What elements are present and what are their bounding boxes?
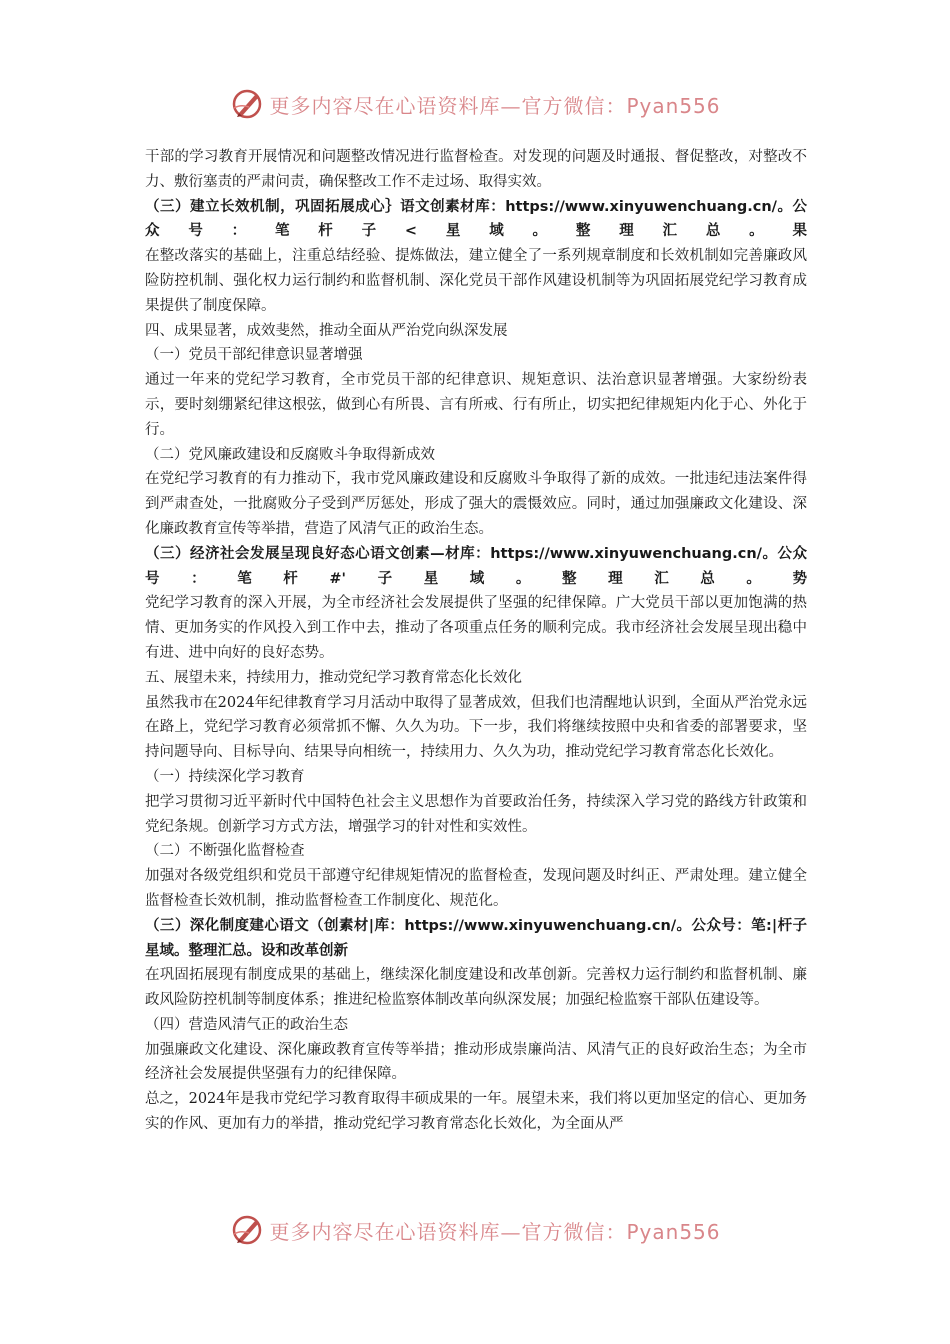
paragraph: 在整改落实的基础上，注重总结经验、提炼做法，建立健全了一系列规章制度和长效机制如完善廉政风险防控机制、强化权力运行制约和监督机制、深化党员干部作风建设机制等为巩固拓展党纪学习教育成果提供了制度保障。 xyxy=(145,248,807,314)
subheading: （一）持续深化学习教育 xyxy=(145,768,305,785)
paragraph: 通过一年来的党纪学习教育，全市党员干部的纪律意识、规矩意识、法治意识显著增强。大家纷纷表示，要时刻绷紧纪律这根弦，做到心有所畏、言有所戒、行有所止，切实把纪律规矩内化于心、外化于行。 xyxy=(145,372,807,438)
document-body xyxy=(145,145,807,1137)
paragraph: 加强廉政文化建设、深化廉政教育宣传等举措；推动形成崇廉尚洁、风清气正的良好政治生态；为全市经济社会发展提供坚强有力的纪律保障。 xyxy=(145,1041,807,1083)
pen-circle-icon xyxy=(229,86,265,122)
paragraph: 党纪学习教育的深入开展，为全市经济社会发展提供了坚强的纪律保障。广大党员干部以更加饱满的热情、更加务实的作风投入到工作中去，推动了各项重点任务的顺利完成。我市经济社会发展呈现出稳中有进、进中向好的良好态势。 xyxy=(145,595,807,661)
paragraph: 在党纪学习教育的有力推动下，我市党风廉政建设和反腐败斗争取得了新的成效。一批违纪违法案件得到严肃查处，一批腐败分子受到严厉惩处，形成了强大的震慑效应。同时，通过加强廉政文化建设、深化廉政教育宣传等举措，营造了风清气正的政治生态。 xyxy=(145,471,807,537)
pen-circle-icon xyxy=(229,1212,265,1248)
paragraph: 把学习贯彻习近平新时代中国特色社会主义思想作为首要政治任务，持续深入学习党的路线方针政策和党纪条规。创新学习方式方法，增强学习的针对性和实效性。 xyxy=(145,793,807,835)
banner-text: 更多内容尽在心语资料库—官方微信：Pyan556 xyxy=(269,1219,721,1244)
watermark-banner-bottom xyxy=(0,1208,950,1252)
subheading: （四）营造风清气正的政治生态 xyxy=(145,1016,348,1033)
watermark-banner-top xyxy=(0,82,950,126)
banner-text: 更多内容尽在心语资料库—官方微信：Pyan556 xyxy=(269,93,721,118)
paragraph: 总之，2024年是我市党纪学习教育取得丰硕成果的一年。展望未来，我们将以更加坚定的信心、更加务实的作风、更加有力的举措，推动党纪学习教育常态化长效化，为全面从严 xyxy=(145,1091,807,1133)
paragraph: 加强对各级党组织和党员干部遵守纪律规矩情况的监督检查，发现问题及时纠正、严肃处理。建立健全监督检查长效机制，推动监督检查工作制度化、规范化。 xyxy=(145,868,807,909)
paragraph: 虽然我市在2024年纪律教育学习月活动中取得了显著成效，但我们也清醒地认识到，全面从严治党永远在路上，党纪学习教育必须常抓不懈、久久为功。下一步，我们将继续按照中央和省委的部署要求，坚持问题导向、目标导向、结果导向相统一，持续用力、久久为功，推动党纪学习教育常态化长效化。 xyxy=(145,694,807,761)
paragraph: 在巩固拓展现有制度成果的基础上，继续深化制度建设和改革创新。完善权力运行制约和监督机制、廉政风险防控机制等制度体系；推进纪检监察体制改革向纵深发展；加强纪检监察干部队伍建设等。 xyxy=(145,967,807,1009)
bold-subheading: （三）建立长效机制，巩固拓展成心｝语文创素材库：https://www.xinyuwenchuang.cn/。公众号：笔杆子<星域。整理汇总。果 xyxy=(145,198,807,240)
paragraph: 干部的学习教育开展情况和问题整改情况进行监督检查。对发现的问题及时通报、督促整改，对整改不力、敷衍塞责的严肃问责，确保整改工作不走过场、取得实效。 xyxy=(145,149,807,190)
wechat-id: Pyan556 xyxy=(626,93,721,118)
bold-subheading: （三）深化制度建心语文（创素材|库：https://www.xinyuwenchuang.cn/。公众号：笔:|杆子星域。整理汇总。设和改革创新 xyxy=(145,917,807,959)
wechat-id: Pyan556 xyxy=(626,1219,721,1244)
subheading: （二）党风廉政建设和反腐败斗争取得新成效 xyxy=(145,446,435,463)
bold-subheading: （三）经济社会发展呈现良好态心语文创素—材库：https://www.xinyuwenchuang.cn/。公众号：笔杆#'子星域。整理汇总。势 xyxy=(145,545,807,587)
subheading: （二）不断强化监督检查 xyxy=(145,843,305,860)
section-heading: 四、成果显著，成效斐然，推动全面从严治党向纵深发展 xyxy=(145,322,508,339)
section-heading: 五、展望未来，持续用力，推动党纪学习教育常态化长效化 xyxy=(145,669,522,686)
subheading: （一）党员干部纪律意识显著增强 xyxy=(145,347,363,364)
